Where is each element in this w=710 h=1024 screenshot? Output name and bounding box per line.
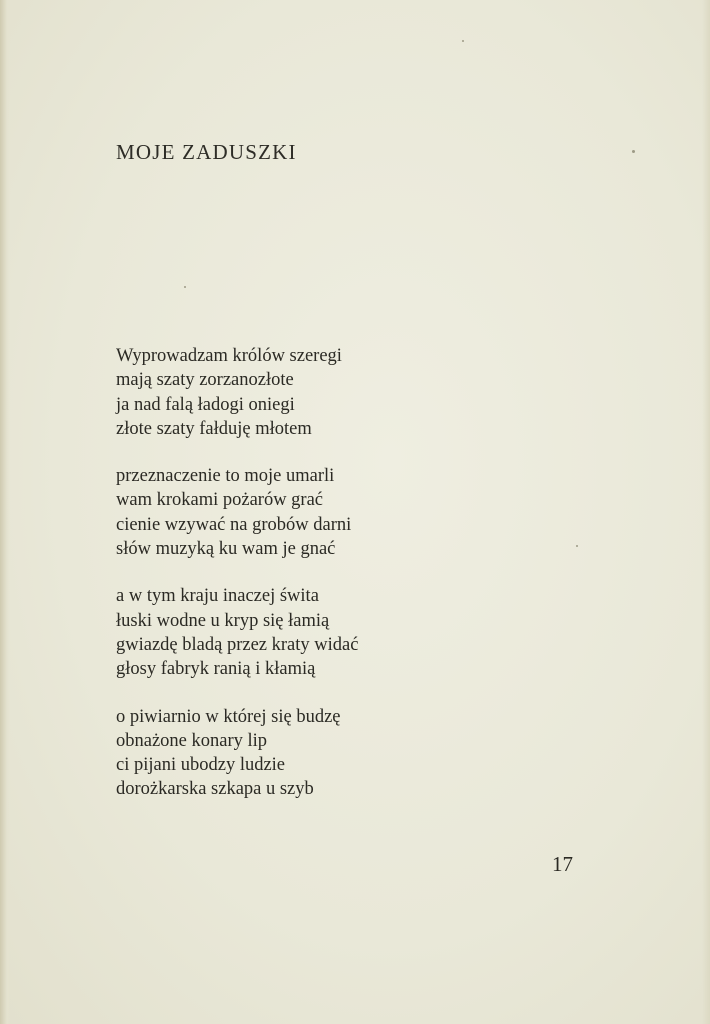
poem-line: o piwiarnio w której się budzę: [116, 706, 341, 727]
poem-line: mają szaty zorzanozłote: [116, 370, 294, 391]
poem-line: złote szaty fałduję młotem: [116, 418, 312, 439]
poem-line: przeznaczenie to moje umarli: [116, 466, 335, 487]
poem-line: dorożkarska szkapa u szyb: [116, 779, 314, 800]
stanza-1: [116, 344, 476, 441]
stanza-2: [116, 464, 476, 561]
poem-line: Wyprowadzam królów szeregi: [116, 346, 342, 366]
poem-line: gwiazdę bladą przez kraty widać: [116, 634, 359, 655]
poem-title: MOJE ZADUSZKI: [116, 140, 297, 164]
page-number: 17: [552, 852, 573, 876]
poem-line: ja nad falą ładogi oniegi: [116, 394, 295, 415]
page-right-edge: [702, 0, 710, 1024]
page-left-edge: [0, 0, 10, 1024]
paper-speck: [184, 286, 186, 288]
paper-speck: [576, 545, 578, 547]
poem-line: słów muzyką ku wam je gnać: [116, 539, 336, 560]
poem-body: [116, 344, 476, 825]
paper-speck: [632, 150, 635, 153]
paper-speck: [462, 40, 464, 42]
stanza-3: [116, 584, 476, 681]
poem-line: łuski wodne u kryp się łamią: [116, 610, 330, 631]
stanza-4: [116, 705, 476, 802]
poem-line: obnażone konary lip: [116, 730, 268, 751]
poem-line: cienie wzywać na grobów darni: [116, 514, 352, 535]
poem-line: a w tym kraju inaczej świta: [116, 586, 319, 607]
poem-line: wam krokami pożarów grać: [116, 490, 324, 511]
poem-line: ci pijani ubodzy ludzie: [116, 755, 286, 776]
poem-line: głosy fabryk ranią i kłamią: [116, 659, 316, 680]
